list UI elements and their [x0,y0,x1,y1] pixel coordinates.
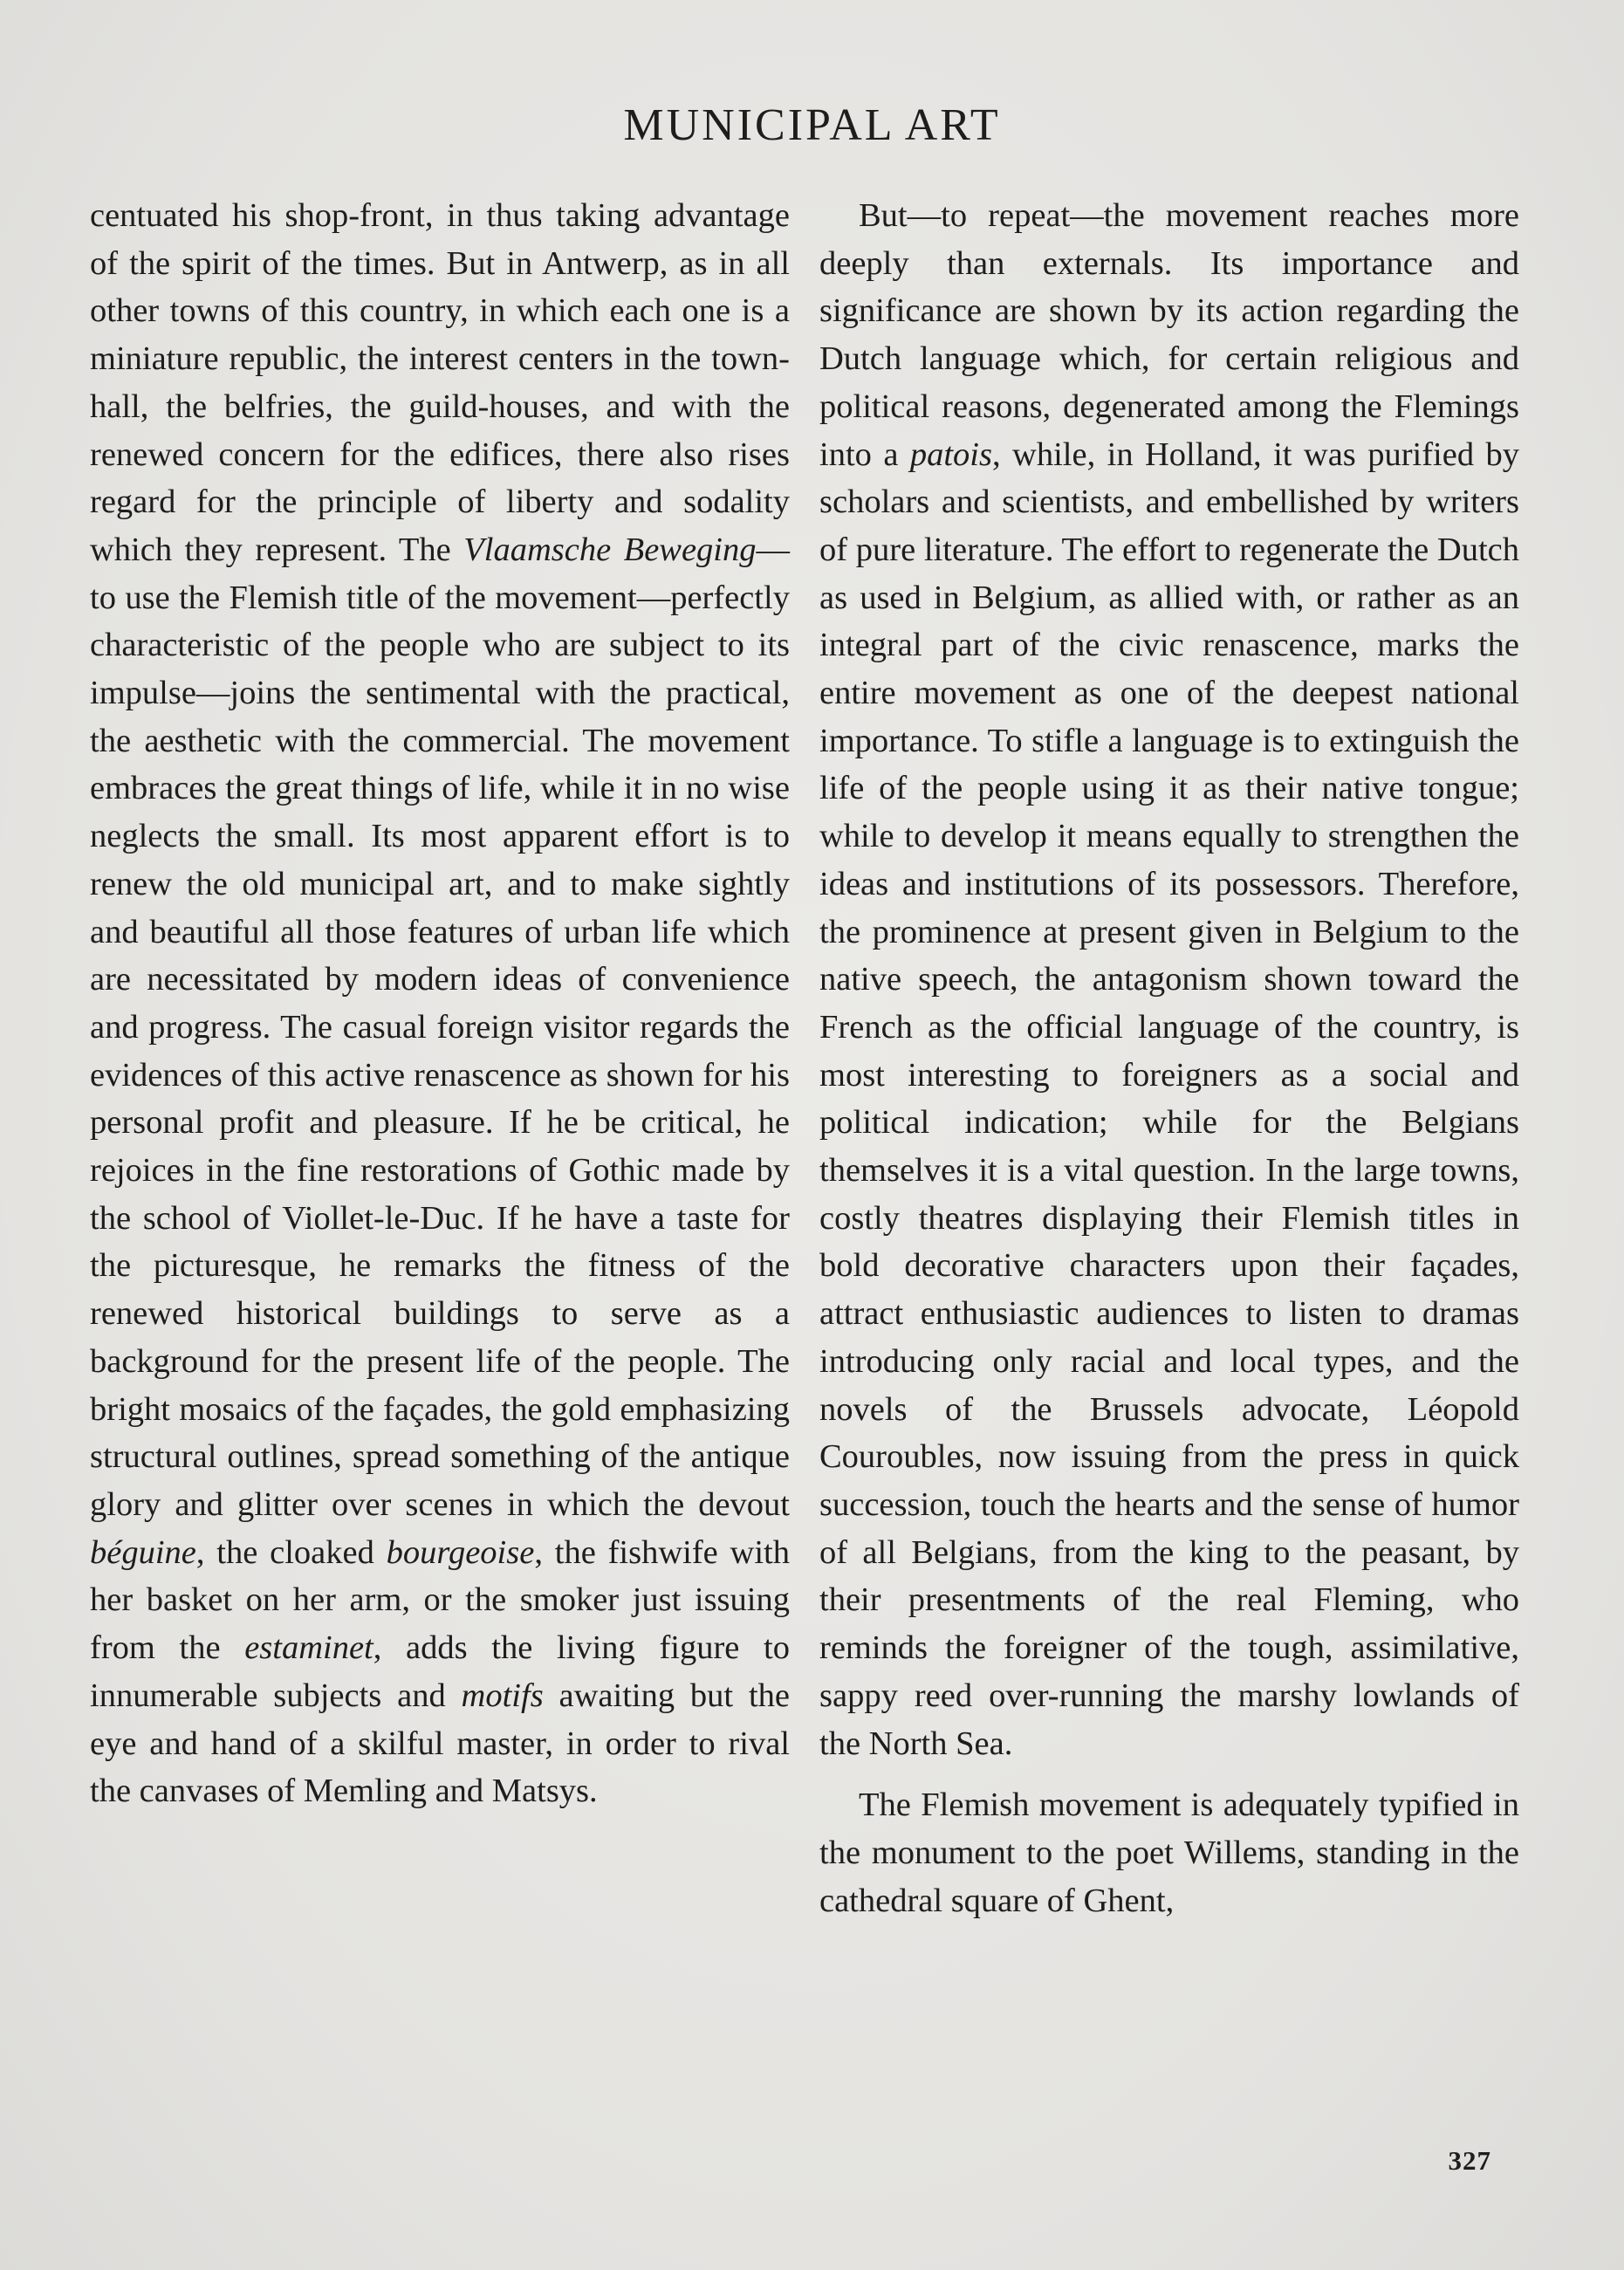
running-title: MUNICIPAL ART [623,100,1001,150]
italic-term: Vlaamsche Beweging [463,531,757,568]
left-column [90,192,790,1815]
italic-term: béguine [90,1533,196,1571]
text-run: , while, in Holland, it was purified by scholars and scientists, and embellished by writers of pure literature. The effort to regenerate the Dutch as used in Belgium, as allied with, or rather as an integral part of the civic renascence, marks the entire movement as one of the deepest national importance. To stifle a language is to extinguish the life of the people using it as their native tongue; while to develop it means equally to strengthen the ideas and institutions of its possessors. Therefore, the prominence at present given in Belgium to the native speech, the antagonism shown toward the French as the official language of the country, is most interesting to foreigners as a social and political indication; while for the Belgians themselves it is a vital question. In the large towns, costly theatres displaying their Flemish titles in bold decorative characters upon their façades, attract enthusiastic audiences to listen to dramas introducing only racial and local types, and the novels of the Brussels advocate, Léopold Couroubles, now issuing from the press in quick succession, touch the hearts and the sense of humor of all Belgians, from the king to the peasant, by their presentments of the real Fleming, who reminds the foreigner of the tough, assimilative, sappy reed over-running the marshy lowlands of the North Sea. [819,435,1520,1762]
text-run: centuated his shop-front, in thus taking advantage of the spirit of the times. But in Antwerp, as in all other towns of this country, in which each one is a miniature republic, the interest centers in the town-hall, the belfries, the guild-houses, and with the renewed concern for the edifices, there also rises regard for the principle of liberty and sodality which they represent. The [90,197,790,568]
paragraph-left-1 [90,192,790,1815]
italic-term: patois [909,435,992,473]
text-run: But—to repeat—the movement reaches more deeply than externals. Its importance and significance are shown by its action regarding the Dutch language which, for certain religious and political reasons, degenerated among the Flemings into a [819,197,1519,473]
text-run: , the fishwife with her basket on her arm, or the smoker just issuing from the [90,1533,790,1667]
text-run: awaiting but the eye and hand of a skilful master, in order to rival the canvases of Memling and Matsys. [90,1677,790,1810]
right-column [819,192,1519,1924]
page-number: 327 [1448,2145,1491,2176]
text-run: , the cloaked [195,1533,387,1571]
paragraph-right-1 [819,192,1519,1767]
paragraph-right-2 [819,1781,1519,1924]
text-run: The Flemish movement is adequately typified in the monument to the poet Willems, standing in the cathedral square of Ghent, [819,1787,1519,1919]
text-run: —to use the Flemish title of the movement—perfectly characteristic of the people who are subject to its impulse—joins the sentimental with the practical, the aesthetic with the commercial. The movement embraces the great things of life, while it in no wise neglects the small. Its most apparent effort is to renew the old municipal art, and to make sightly and beautiful all those features of urban life which are necessitated by modern ideas of convenience and progress. The casual foreign visitor regards the evidences of this active renascence as shown for his personal profit and pleasure. If he be critical, he rejoices in the fine restorations of Gothic made by the school of Viollet-le-Duc. If he have a taste for the picturesque, he remarks the fitness of the renewed historical buildings to serve as a background for the present life of the people. The bright mosaics of the façades, the gold emphasizing structural outlines, spread something of the antique glory and glitter over scenes in which the devout [90,531,790,1523]
text-run: , adds the living figure to innumerable subjects and [90,1629,791,1714]
italic-term: bourgeoise [386,1533,535,1571]
italic-term: motifs [461,1677,544,1714]
italic-term: estaminet [244,1629,373,1667]
